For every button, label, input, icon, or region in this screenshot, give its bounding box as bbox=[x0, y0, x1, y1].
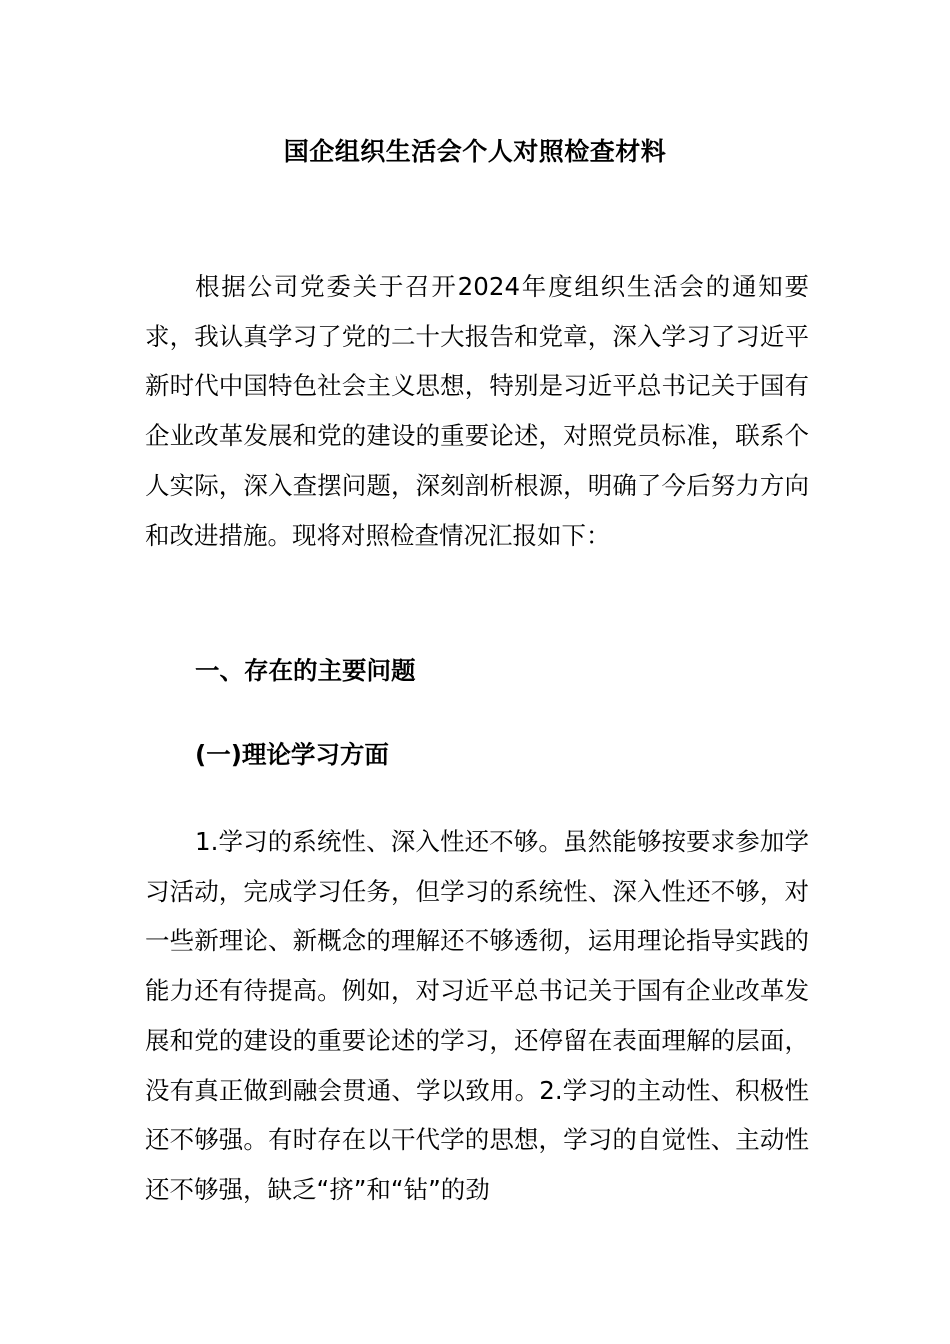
intro-paragraph: 根据公司党委关于召开2024年度组织生活会的通知要求，我认真学习了党的二十大报告和党章，深入学习了习近平新时代中国特色社会主义思想，特别是习近平总书记关于国有企业改革发展和党的建设的重要论述，对照党员标准，联系个人实际，深入查摆问题，深刻剖析根源，明确了今后努力方向和改进措施。现将对照检查情况汇报如下： bbox=[145, 272, 809, 550]
section-heading-problems: 一、存在的主要问题 bbox=[195, 656, 416, 685]
item-paragraph-study-issues: 1.学习的系统性、深入性还不够。虽然能够按要求参加学习活动，完成学习任务，但学习的系统性、深入性还不够，对一些新理论、新概念的理解还不够透彻，运用理论指导实践的能力还有待提高。例如，对习近平总书记关于国有企业改革发展和党的建设的重要论述的学习，还停留在表面理解的层面，没有真正做到融会贯通、学以致用。2.学习的主动性、积极性还不够强。有时存在以干代学的思想，学习的自觉性、主动性还不够强，缺乏“挤”和“钻”的劲 bbox=[145, 827, 809, 1204]
subsection-heading-theory-study: (一)理论学习方面 bbox=[195, 740, 389, 769]
document-title: 国企组织生活会个人对照检查材料 bbox=[283, 137, 667, 166]
